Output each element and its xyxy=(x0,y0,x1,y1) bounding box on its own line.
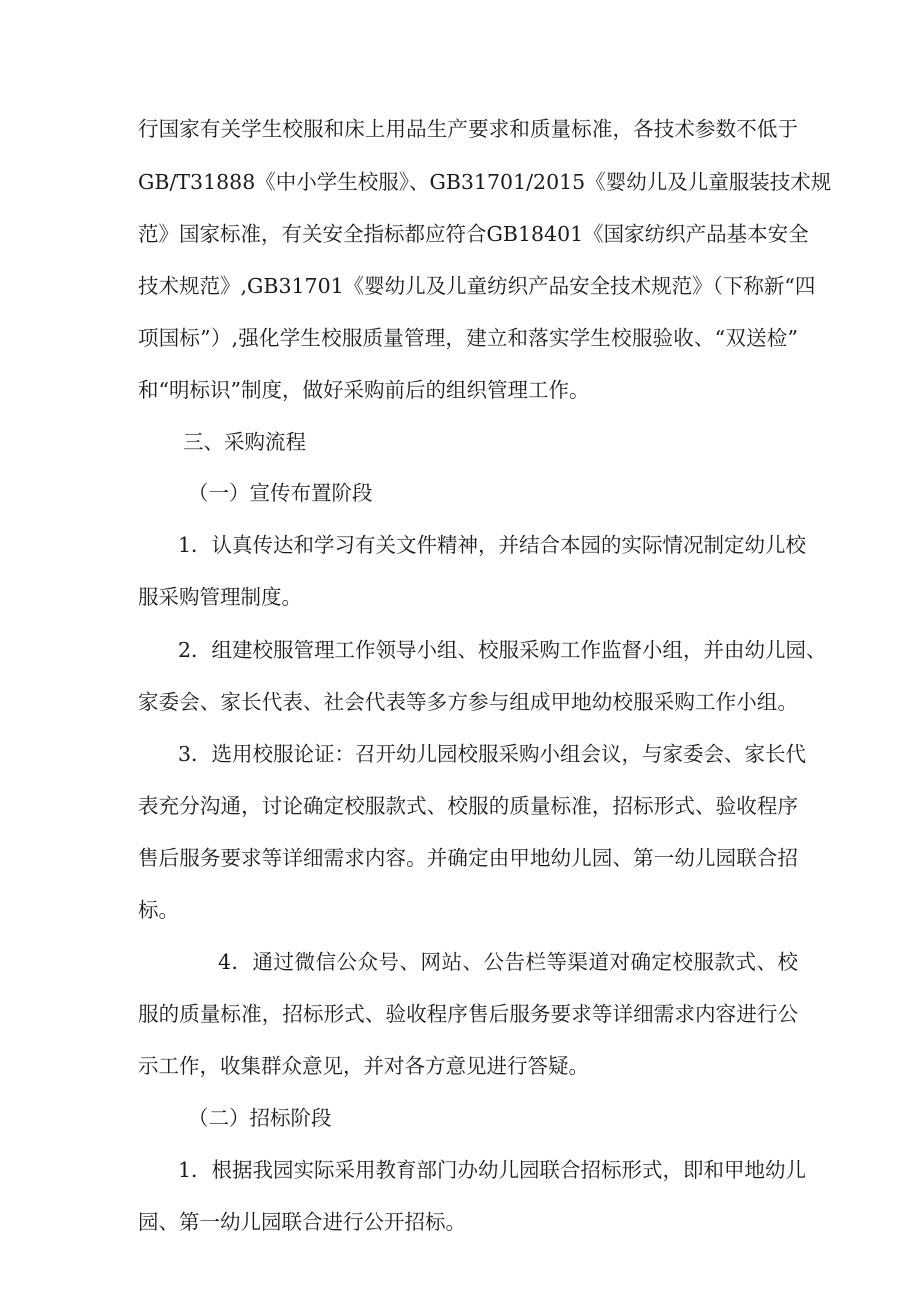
phase1-title: （一）宣传布置阶段 xyxy=(188,481,373,505)
phase1-item3-line: 表充分沟通，讨论确定校服款式、校服的质量标准，招标形式、验收程序 xyxy=(138,794,798,818)
phase1-item3-line: 3．选用校服论证：召开幼儿园校服采购小组会议，与家委会、家长代 xyxy=(178,742,807,766)
phase1-item1-line: 1．认真传达和学习有关文件精神，并结合本园的实际情况制定幼儿校 xyxy=(178,533,807,557)
phase1-item2-line: 2．组建校服管理工作领导小组、校服采购工作监督小组，并由幼儿园、 xyxy=(178,638,827,662)
phase1-item4-line: 4．通过微信公众号、网站、公告栏等渠道对确定校服款式、校 xyxy=(218,950,798,974)
phase1-item4-line: 服的质量标准，招标形式、验收程序售后服务要求等详细需求内容进行公 xyxy=(138,1002,798,1026)
phase1-item4-line: 示工作，收集群众意见，并对各方意见进行答疑。 xyxy=(138,1054,589,1078)
intro-line: 和“明标识”制度，做好采购前后的组织管理工作。 xyxy=(138,378,590,402)
intro-line: GB/T31888《中小学生校服》、GB31701/2015《婴幼儿及儿童服装技术规 xyxy=(138,170,832,194)
section-heading: 三、采购流程 xyxy=(183,430,306,454)
phase2-title: （二）招标阶段 xyxy=(188,1106,332,1130)
phase2-item1-line: 园、第一幼儿园联合进行公开招标。 xyxy=(138,1210,466,1234)
intro-line: 范》国家标准，有关安全指标都应符合GB18401《国家纺织产品基本安全 xyxy=(138,222,809,246)
intro-line: 技术规范》,GB31701《婴幼儿及儿童纺织产品安全技术规范》（下称新“四 xyxy=(138,274,816,298)
phase1-item2-line: 家委会、家长代表、社会代表等多方参与组成甲地幼校服采购工作小组。 xyxy=(138,690,798,714)
intro-line: 项国标”）,强化学生校服质量管理，建立和落实学生校服验收、“双送检” xyxy=(138,326,798,350)
phase1-item3-line: 售后服务要求等详细需求内容。并确定由甲地幼儿园、第一幼儿园联合招 xyxy=(138,846,798,870)
phase2-item1-line: 1．根据我园实际采用教育部门办幼儿园联合招标形式，即和甲地幼儿 xyxy=(178,1158,807,1182)
phase1-item1-line: 服采购管理制度。 xyxy=(138,585,302,609)
intro-line: 行国家有关学生校服和床上用品生产要求和质量标准，各技术参数不低于 xyxy=(138,117,798,141)
phase1-item3-line: 标。 xyxy=(138,898,179,922)
